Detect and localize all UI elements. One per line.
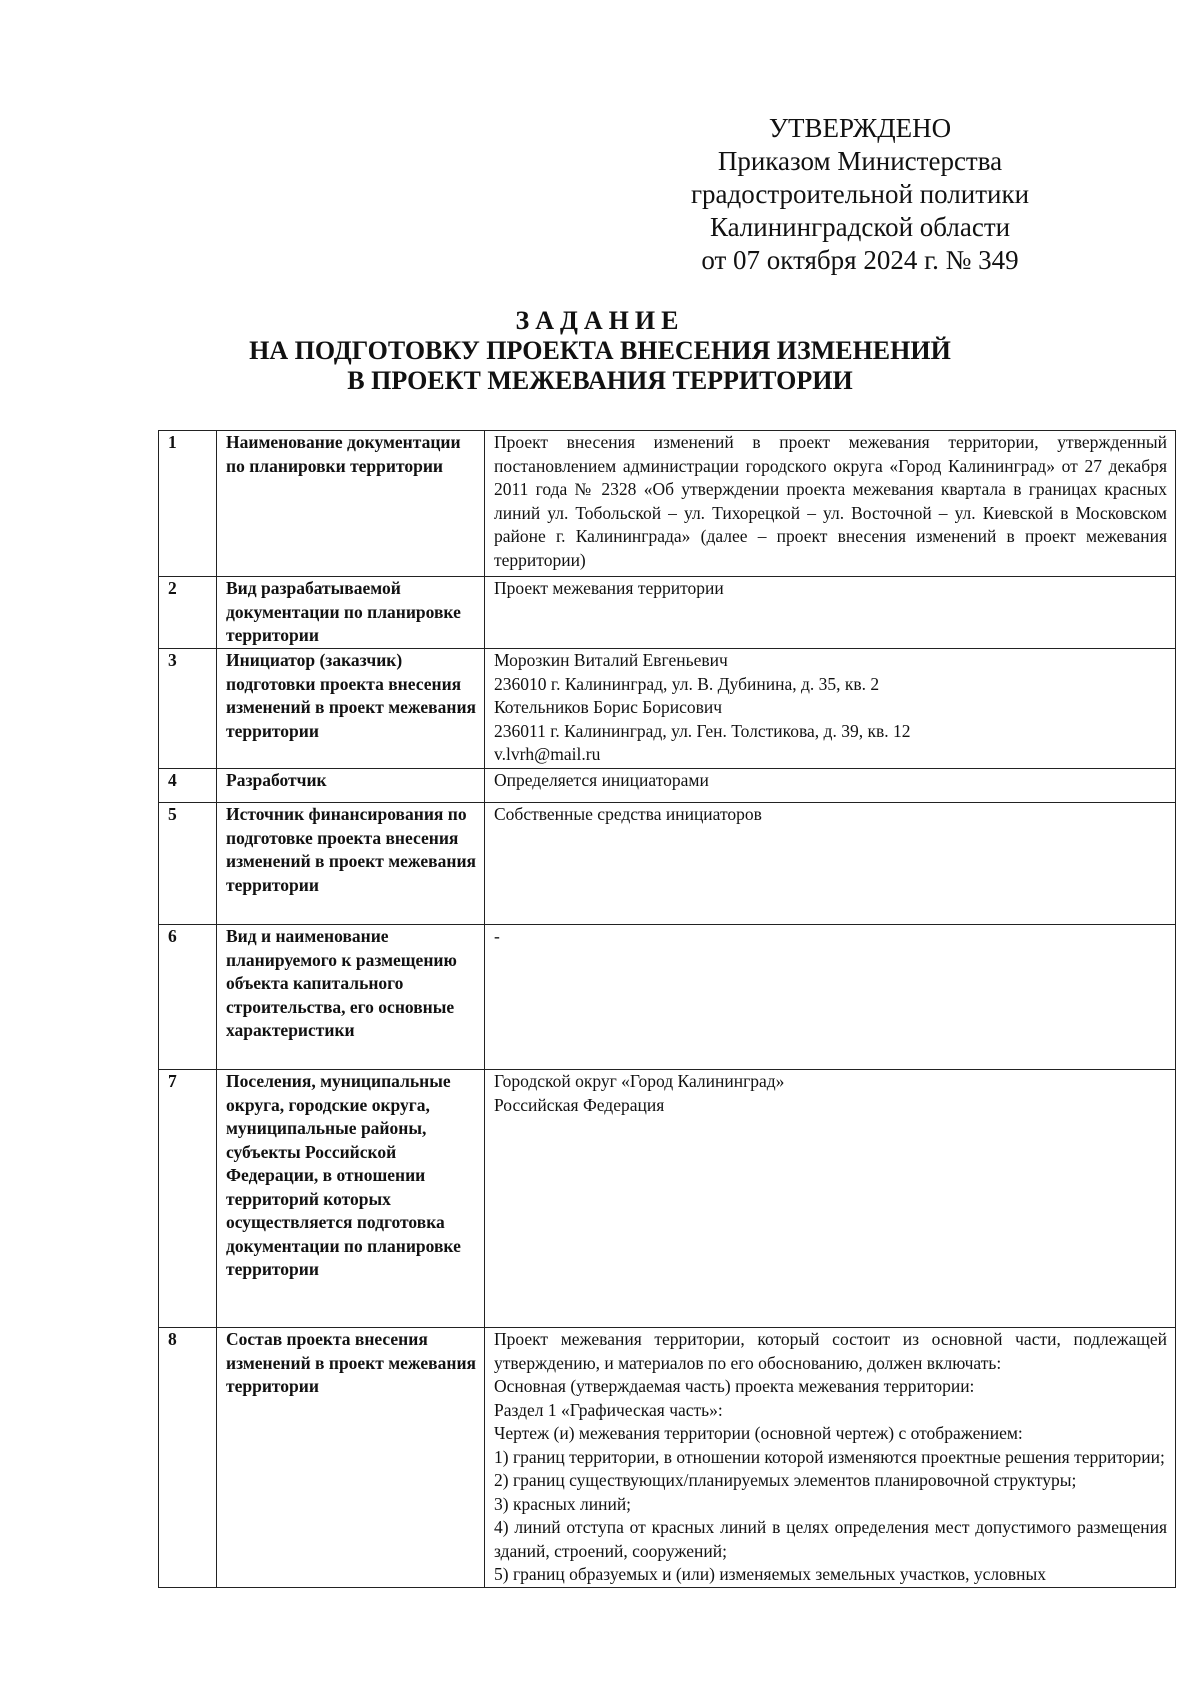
value-line: Котельников Борис Борисович: [494, 697, 723, 717]
table-row: [159, 649, 1176, 769]
table-row: [159, 431, 1176, 577]
value-paragraph: Раздел 1 «Графическая часть»:: [494, 1399, 723, 1420]
value-paragraph: -: [494, 926, 500, 946]
value-paragraph: Проект межевания территории: [494, 578, 724, 598]
row-number: 1: [159, 431, 217, 577]
value-line: Морозкин Виталий Евгеньевич: [494, 650, 728, 670]
approval-stamp: [600, 112, 1120, 277]
value-list-item: 4) линий отступа от красных линий в целях определения мест допустимого размещения зданий, строений, сооружений;: [494, 1517, 1167, 1561]
row-number: 7: [159, 1070, 217, 1328]
approval-line: Калининградской области: [709, 212, 1011, 242]
table-row: [159, 1328, 1176, 1588]
row-number: 3: [159, 649, 217, 769]
row-number: 5: [159, 803, 217, 925]
value-paragraph: Основная (утверждаемая часть) проекта межевания территории:: [494, 1376, 975, 1396]
row-number: 4: [159, 769, 217, 803]
table-row: [159, 803, 1176, 925]
value-list-item: 1) границ территории, в отношении которой изменяются проектные решения территории;: [494, 1446, 1165, 1467]
row-value: [485, 1328, 1176, 1588]
value-line: 236010 г. Калининград, ул. В. Дубинина, д. 35, кв. 2: [494, 673, 880, 694]
title-line: В ПРОЕКТ МЕЖЕВАНИЯ ТЕРРИТОРИИ: [347, 366, 853, 395]
row-label: Источник финансирования по подготовке проекта внесения изменений в проект межевания территории: [217, 803, 485, 925]
value-paragraph: Проект внесения изменений в проект межевания территории, утвержденный постановлением администрации городского округа «Город Калининград» от 27 декабря 2011 года № 2328 «Об утверждении проекта межевания квартала в границах красных линий ул. Тобольской – ул. Тихорецкой – ул. Восточной – ул. Киевской в Московском районе г. Калининграда» (далее – проект внесения изменений в проект межевания территории): [494, 432, 1167, 570]
title-word: ЗАДАНИЕ: [515, 306, 685, 335]
approval-line: Приказом Министерства: [717, 146, 1003, 176]
table-row: [159, 577, 1176, 649]
row-value: [485, 769, 1176, 803]
value-paragraph: Собственные средства инициаторов: [494, 804, 762, 824]
task-table: [158, 430, 1176, 1588]
row-number: 2: [159, 577, 217, 649]
row-value: [485, 649, 1176, 769]
row-value: [485, 577, 1176, 649]
row-label: Вид и наименование планируемого к размещению объекта капитального строительства, его основные характеристики: [217, 925, 485, 1070]
value-line: Городской округ «Город Калининград»: [494, 1071, 785, 1091]
row-label: Наименование документации по планировки территории: [217, 431, 485, 577]
row-value: [485, 1070, 1176, 1328]
table-row: [159, 1070, 1176, 1328]
row-value: [485, 431, 1176, 577]
row-number: 8: [159, 1328, 217, 1588]
value-paragraph: Проект межевания территории, который состоит из основной части, подлежащей утверждению, и материалов по его обоснованию, должен включать:: [494, 1329, 1167, 1373]
row-label: Разработчик: [217, 769, 485, 803]
value-paragraph: Определяется инициаторами: [494, 770, 709, 790]
value-list-item: 5) границ образуемых и (или) изменяемых земельных участков, условных: [494, 1564, 1047, 1584]
value-line: Российская Федерация: [494, 1094, 665, 1115]
row-label: Инициатор (заказчик) подготовки проекта внесения изменений в проект межевания территории: [217, 649, 485, 769]
document-title: [160, 306, 1040, 396]
value-line: 236011 г. Калининград, ул. Ген. Толстикова, д. 39, кв. 12: [494, 720, 911, 741]
row-label: Состав проекта внесения изменений в проект межевания территории: [217, 1328, 485, 1588]
row-label: Вид разрабатываемой документации по планировке территории: [217, 577, 485, 649]
table-row: [159, 925, 1176, 1070]
value-list-item: 2) границ существующих/планируемых элементов планировочной структуры;: [494, 1470, 1077, 1490]
approval-line: градостроительной политики: [690, 179, 1030, 209]
value-list-item: 3) красных линий;: [494, 1493, 632, 1514]
title-line: НА ПОДГОТОВКУ ПРОЕКТА ВНЕСЕНИЯ ИЗМЕНЕНИЙ: [249, 336, 951, 365]
row-label: Поселения, муниципальные округа, городские округа, муниципальные районы, субъекты Российской Федерации, в отношении территорий которых осуществляется подготовка документации по планировке территории: [217, 1070, 485, 1328]
value-paragraph: Чертеж (и) межевания территории (основной чертеж) с отображением:: [494, 1423, 1023, 1443]
approval-line: от 07 октября 2024 г. № 349: [701, 245, 1019, 275]
row-number: 6: [159, 925, 217, 1070]
email-text: v.lvrh@mail.ru: [494, 744, 601, 764]
table-row: [159, 769, 1176, 803]
approval-line: УТВЕРЖДЕНО: [768, 113, 952, 143]
row-value: [485, 925, 1176, 1070]
row-value: [485, 803, 1176, 925]
